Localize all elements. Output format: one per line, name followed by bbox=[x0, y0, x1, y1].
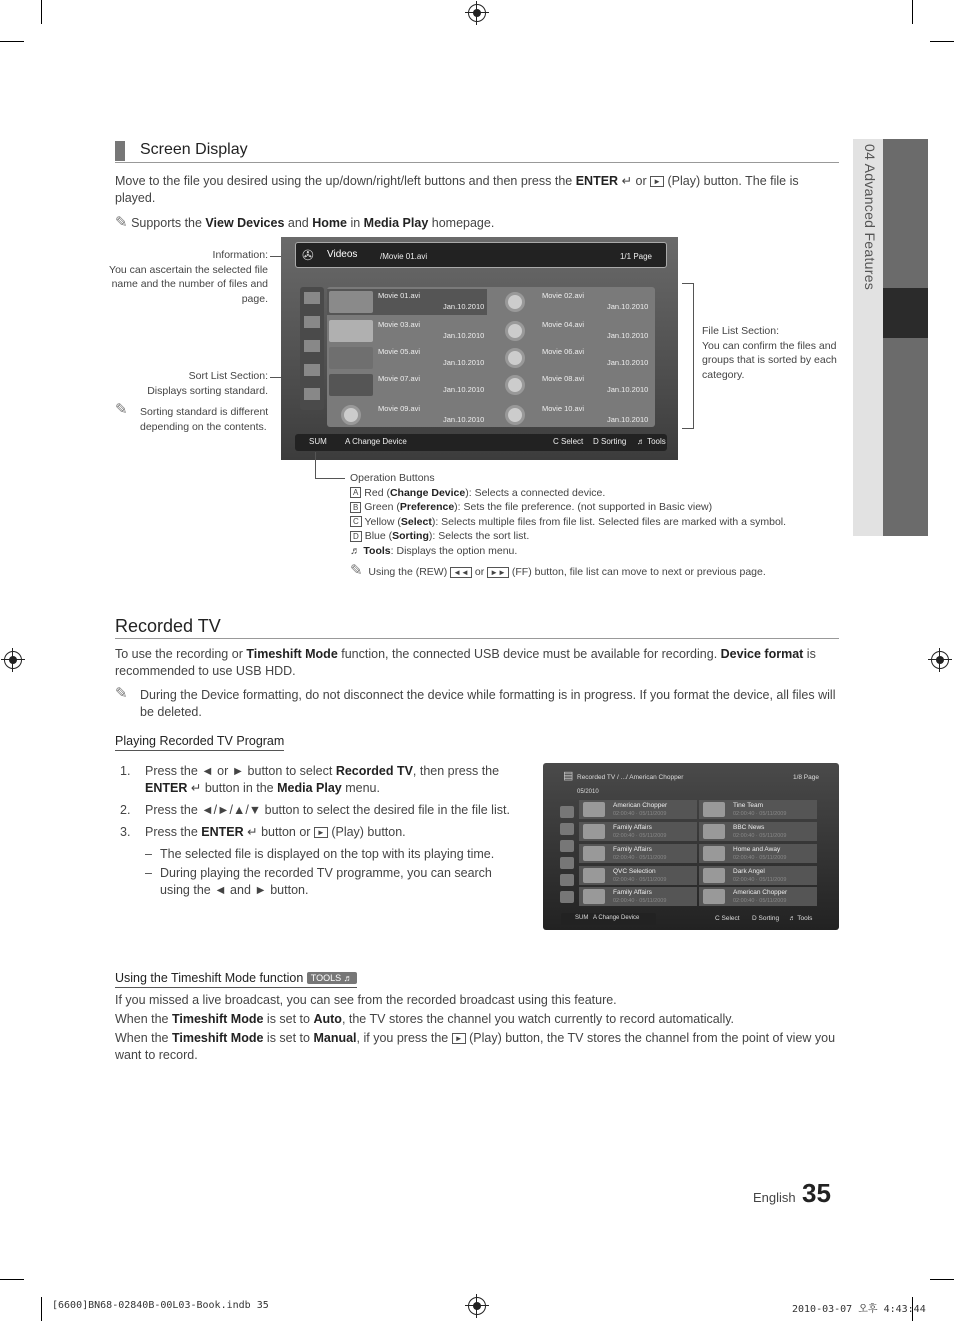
d-key-icon: D bbox=[593, 437, 599, 446]
file-item[interactable]: Movie 08.avi Jan.10.2010 bbox=[491, 372, 651, 398]
recording-item[interactable]: Dark Angel 02:00:40 · 05/11/2009 bbox=[699, 866, 817, 885]
recording-item[interactable]: Tine Team 02:00:40 · 05/11/2009 bbox=[699, 800, 817, 819]
recording-item[interactable]: Family Affairs 02:00:40 · 05/11/2009 bbox=[579, 844, 697, 863]
note-pencil-icon: ✎ bbox=[350, 562, 363, 579]
crop-mark bbox=[930, 1279, 954, 1280]
callout-line bbox=[315, 478, 345, 479]
note-pencil-icon: ✎ bbox=[115, 214, 128, 231]
tv-icon: ▤ bbox=[563, 770, 574, 782]
file-item[interactable]: Movie 04.avi Jan.10.2010 bbox=[491, 318, 651, 344]
file-item[interactable]: Movie 03.avi Jan.10.2010 bbox=[327, 318, 487, 344]
change-device-button[interactable]: A Change Device bbox=[593, 915, 640, 921]
file-item[interactable]: Movie 01.avi Jan.10.2010 bbox=[327, 289, 487, 315]
c-key-icon: C bbox=[350, 516, 362, 527]
recorded-tv-note: ✎ During the Device formatting, do not disconnect the device while formatting is in progress. If you format the device, all files will be deleted. bbox=[115, 685, 836, 719]
operation-buttons-list: Operation Buttons A Red (Change Device): Selects a connected device. B Green (Preference): Sets the file preference. (not supported in Basic view) C Yellow (Select): Selects multiple files from file list. Selected files are marked with a symbol. D Blue (Sorting): Selects the sort list. ♬ Tools: Displays the option menu. ✎ Using the (REW) ◄◄ or ►► (FF) button, file list can move to next or previous page. bbox=[350, 472, 787, 579]
sort-list-section bbox=[300, 287, 324, 410]
screen-display-note: ✎ Supports the View Devices and Home in Media Play homepage. bbox=[115, 214, 495, 231]
info-bar bbox=[295, 242, 667, 268]
thumbnail bbox=[329, 374, 373, 396]
channel-icon bbox=[560, 857, 574, 869]
tools-badge: TOOLS ♬ bbox=[307, 972, 357, 984]
recording-item[interactable]: American Chopper 02:00:40 · 05/11/2009 bbox=[579, 800, 697, 819]
callout-information: Information: You can ascertain the selected file name and the number of files and page. bbox=[109, 249, 268, 305]
play-icon: ► bbox=[650, 176, 664, 187]
crop-mark bbox=[930, 41, 954, 42]
divider bbox=[115, 638, 839, 639]
thumbnail bbox=[329, 347, 373, 369]
callout-sort-list: Sort List Section: Displays sorting standard. bbox=[147, 370, 268, 397]
registration-mark-icon bbox=[468, 1297, 486, 1315]
recording-item[interactable]: American Chopper 02:00:40 · 05/11/2009 bbox=[699, 887, 817, 906]
film-icon bbox=[583, 846, 605, 861]
recording-item[interactable]: Home and Away 02:00:40 · 05/11/2009 bbox=[699, 844, 817, 863]
divider bbox=[115, 162, 839, 163]
bottom-left-bar: SUM A Change Device bbox=[561, 913, 656, 925]
sorting-button[interactable]: D Sorting bbox=[752, 915, 780, 922]
film-icon bbox=[703, 846, 725, 861]
film-reel-icon bbox=[341, 405, 361, 425]
chapter-label: 04 Advanced Features bbox=[862, 144, 878, 291]
registration-mark-icon bbox=[931, 651, 949, 669]
crop-mark bbox=[41, 1297, 42, 1321]
section-heading-screen-display: Screen Display bbox=[140, 141, 248, 158]
file-item[interactable]: Movie 02.avi Jan.10.2010 bbox=[491, 289, 651, 315]
callout-file-list: File List Section: You can confirm the files and groups that is sorted by each category. bbox=[702, 325, 837, 381]
recording-item[interactable]: BBC News 02:00:40 · 05/11/2009 bbox=[699, 822, 817, 841]
tools-icon: ♬ bbox=[343, 973, 353, 983]
recording-item[interactable]: Family Affairs 02:00:40 · 05/11/2009 bbox=[579, 822, 697, 841]
tools-button[interactable]: ♬ Tools bbox=[637, 437, 666, 446]
sorting-button[interactable]: D Sorting bbox=[593, 437, 627, 446]
film-icon bbox=[583, 824, 605, 839]
page-count: 1/1 Page bbox=[619, 252, 652, 261]
operation-buttons-bar: SUM A Change Device C Select D Sorting ♬ Tools bbox=[295, 434, 667, 451]
recorded-tv-intro: To use the recording or Timeshift Mode function, the connected USB device must be available for recording. Device format is recommended to use USB HDD. bbox=[115, 647, 816, 678]
crop-mark bbox=[912, 0, 913, 24]
star-icon bbox=[304, 388, 320, 400]
select-button[interactable]: C Select bbox=[715, 915, 740, 922]
callout-bracket bbox=[682, 283, 694, 429]
genre-icon bbox=[560, 874, 574, 886]
recording-item[interactable]: QVC Selection 02:00:40 · 05/11/2009 bbox=[579, 866, 697, 885]
note-pencil-icon: ✎ bbox=[115, 401, 128, 418]
enter-icon: ↵ bbox=[247, 825, 258, 839]
playing-recorded-heading: Playing Recorded TV Program bbox=[115, 733, 284, 751]
fast-forward-icon: ►► bbox=[487, 567, 509, 578]
select-button[interactable]: C Select bbox=[553, 437, 584, 446]
thumbnail bbox=[329, 291, 373, 313]
category-title: Videos bbox=[327, 249, 358, 260]
play-icon: ► bbox=[452, 1033, 466, 1044]
videos-reel-icon: ✇ bbox=[302, 247, 314, 263]
play-icon: ► bbox=[314, 827, 328, 838]
section-heading-recorded-tv: Recorded TV bbox=[115, 616, 221, 636]
film-reel-icon bbox=[505, 292, 525, 312]
print-file-info: [6600]BN68-02840B-00L03-Book.indb 35 bbox=[52, 1300, 269, 1311]
film-icon bbox=[583, 889, 605, 904]
timeshift-heading: Using the Timeshift Mode function TOOLS ♬ bbox=[115, 970, 357, 988]
recording-item[interactable]: Family Affairs 02:00:40 · 05/11/2009 bbox=[579, 887, 697, 906]
media-play-video-screenshot bbox=[281, 237, 678, 460]
film-icon bbox=[583, 802, 605, 817]
c-key-icon: C bbox=[553, 437, 559, 446]
print-timestamp: 2010-03-07 오후 4:43:44 bbox=[792, 1304, 926, 1315]
tools-icon: ♬ bbox=[637, 437, 645, 446]
folder-icon bbox=[560, 806, 574, 818]
a-key-icon: A bbox=[350, 487, 361, 498]
film-icon bbox=[703, 889, 725, 904]
film-reel-icon bbox=[505, 405, 525, 425]
a-key-icon: A bbox=[345, 437, 350, 446]
tools-icon: ♬ bbox=[350, 544, 361, 557]
rewind-icon: ◄◄ bbox=[450, 567, 472, 578]
film-reel-icon bbox=[505, 348, 525, 368]
folder-icon bbox=[304, 292, 320, 304]
calendar-icon bbox=[304, 340, 320, 352]
sort-icon bbox=[304, 316, 320, 328]
file-item[interactable]: Movie 06.avi Jan.10.2010 bbox=[491, 345, 651, 371]
section-marker bbox=[115, 141, 125, 161]
note-pencil-icon: ✎ bbox=[115, 685, 128, 702]
file-item[interactable]: Movie 09.avi Jan.10.2010 bbox=[327, 402, 487, 428]
crop-mark bbox=[0, 1279, 24, 1280]
b-key-icon: B bbox=[350, 502, 361, 513]
sort-icon bbox=[560, 823, 574, 835]
film-reel-icon bbox=[505, 375, 525, 395]
file-path: /Movie 01.avi bbox=[380, 252, 428, 261]
callout-line bbox=[315, 452, 316, 478]
star-icon bbox=[560, 891, 574, 903]
screen-display-intro: Move to the file you desired using the up/down/right/left buttons and then press the ENTER ↵ or ► (Play) button. The file is played. bbox=[115, 174, 799, 205]
file-item[interactable]: Movie 07.avi Jan.10.2010 bbox=[327, 372, 487, 398]
steps-list: 1. Press the ◄ or ► button to select Recorded TV, then press the ENTER ↵ button in the Media Play menu. 2. Press the ◄/►/▲/▼ button to select the desired file in the file list. 3. Press the ENTER ↵ button or ► (Play) button. – The selected file is displayed on the top with its playing time. – During playing the recorded TV programme, you can search using the ◄ and ► button. bbox=[120, 764, 510, 897]
enter-icon: ↵ bbox=[621, 174, 633, 188]
registration-mark-icon bbox=[4, 651, 22, 669]
film-reel-icon bbox=[505, 321, 525, 341]
file-item[interactable]: Movie 05.avi Jan.10.2010 bbox=[327, 345, 487, 371]
music-icon bbox=[304, 364, 320, 376]
thumbnail bbox=[329, 320, 373, 342]
film-icon bbox=[703, 868, 725, 883]
film-icon bbox=[703, 824, 725, 839]
timeshift-body: If you missed a live broadcast, you can see from the recorded broadcast using this feature. When the Timeshift Mode is set to Auto, the TV stores the channel you watch currently to record automatically. When the Timeshift Mode is set to Manual, if you press the ► (Play) button, the TV stores the channel from the point of view you want to record. bbox=[115, 993, 836, 1062]
crop-mark bbox=[0, 41, 24, 42]
calendar-icon bbox=[560, 840, 574, 852]
page-number: 35 bbox=[802, 1178, 831, 1208]
recorded-tv-screenshot: ▤ Recorded TV / .../ American Chopper 1/8 Page 05/2010 American Chopper 02:00:40 · 05/11/2009 Tine Team 02:00:40 · 05/11/2009 Family Affairs 02:00:40 · 05/11/2009 BBC News 02:00:40 · 05/11/2009 Family Affairs 02:00:40 · 05/11/2009 Home and Away 02:00:40 · 05/11/2009 QVC Selection 02:00:40 · 05/11/2009 Dark Angel 02:00:40 · 05/11/2009 Family Affairs 02:00:40 · 05/11/2009 American Chopper 02:00:40 · 05/11/2009 SUM A Change Device C Select D Sorting ♬ Tools bbox=[543, 763, 839, 930]
d-key-icon: D bbox=[350, 531, 362, 542]
film-icon bbox=[583, 868, 605, 883]
callout-sort-note: ✎ Sorting standard is different depending on the contents. bbox=[115, 401, 269, 433]
change-device-button[interactable]: A Change Device bbox=[345, 437, 407, 446]
enter-icon: ↵ bbox=[190, 781, 202, 795]
footer-language: English bbox=[753, 1190, 796, 1205]
file-item[interactable]: Movie 10.avi Jan.10.2010 bbox=[491, 402, 651, 428]
crop-mark bbox=[41, 0, 42, 24]
tools-button[interactable]: ♬ Tools bbox=[789, 915, 813, 922]
film-icon bbox=[703, 802, 725, 817]
registration-mark-icon bbox=[468, 4, 486, 22]
